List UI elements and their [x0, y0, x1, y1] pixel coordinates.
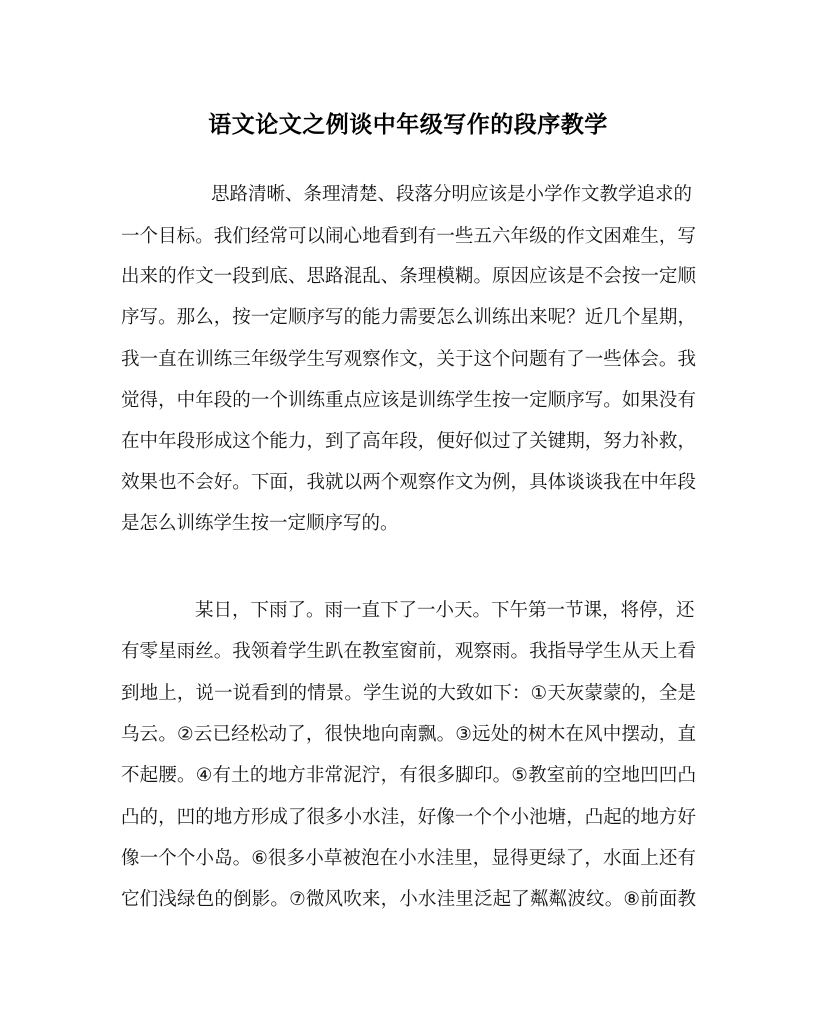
paragraph-1-line-4: 序写。那么，按一定顺序写的能力需要怎么训练出来呢？近几个星期， [121, 307, 696, 328]
paragraph-1-line-2: 一个目标。我们经常可以闹心地看到有一些五六年级的作文困难生，写 [121, 226, 696, 247]
paragraph-1-line-9: 是怎么训练学生按一定顺序写的。 [121, 513, 399, 534]
paragraph-2-line-8: 它们浅绿色的倒影。⑦微风吹来，小水洼里泛起了粼粼波纹。⑧前面教 [121, 889, 696, 910]
paragraph-2-line-6: 凸的，凹的地方形成了很多小水洼，好像一个个小池塘，凸起的地方好 [121, 807, 696, 828]
paragraph-1-line-8: 效果也不会好。下面，我就以两个观察作文为例，具体谈谈我在中年段 [121, 472, 696, 493]
paragraph-2-line-3: 到地上，说一说看到的情景。学生说的大致如下：①天灰蒙蒙的，全是 [121, 683, 696, 704]
paragraph-1-line-1: 思路清晰、条理清楚、段落分明应该是小学作文教学追求的 [211, 184, 693, 205]
paragraph-2-line-7: 像一个个小岛。⑥很多小草被泡在小水洼里，显得更绿了，水面上还有 [121, 848, 696, 869]
paragraph-2-line-2: 有零星雨丝。我领着学生趴在教室窗前，观察雨。我指导学生从天上看 [121, 641, 696, 662]
paragraph-1-line-3: 出来的作文一段到底、思路混乱、条理模糊。原因应该是不会按一定顺 [121, 266, 696, 287]
document-title: 语文论文之例谈中年级写作的段序教学 [208, 111, 608, 138]
paragraph-2-line-4: 乌云。②云已经松动了，很快地向南飘。③远处的树木在风中摆动，直 [121, 724, 696, 745]
paragraph-1-line-6: 觉得，中年段的一个训练重点应该是训练学生按一定顺序写。如果没有 [121, 390, 696, 411]
paragraph-1-line-7: 在中年段形成这个能力，到了高年段，便好似过了关键期，努力补救， [121, 431, 696, 452]
paragraph-2-line-1: 某日，下雨了。雨一直下了一小天。下午第一节课，将停，还 [195, 600, 695, 621]
paragraph-2-line-5: 不起腰。④有土的地方非常泥泞，有很多脚印。⑤教室前的空地凹凹凸 [121, 765, 696, 786]
paragraph-1-line-5: 我一直在训练三年级学生写观察作文，关于这个问题有了一些体会。我 [121, 349, 696, 370]
